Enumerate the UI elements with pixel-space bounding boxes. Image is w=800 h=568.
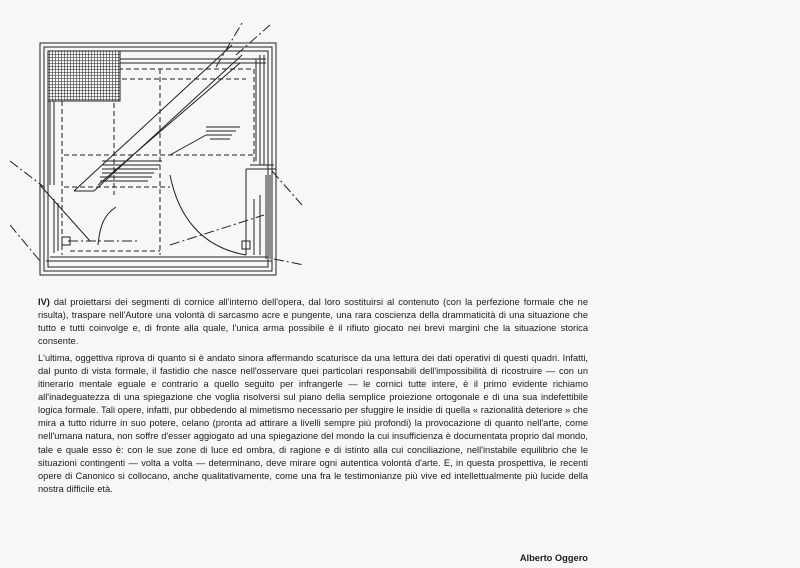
paragraph-iv (38, 296, 588, 348)
paragraph-body: L'ultima, oggettiva riprova di quanto si è andato sinora affermando scaturisce da una lettura dei dati operativi di questi quadri. Infatti, dal punto di vista formale, il fastidio che nasce nell'osservare quei particolari responsabili dell'impossibilità di ricostruire — con un itinerario mentale eguale e contrario a quello seguito per infrangerle — le cornici tutte intere, è il primo evidente richiamo all'inadeguatezza di una spiegazione che voglia risolversi sul piano della semplice proiezione ortogonale e di una sua indefettibile logica formale. Tali opere, infatti, pur obbedendo al mimetismo necessario per sfuggire le insidie di quella « razionalità deteriore » che mira a tutto ridurre in suo potere, celano (pronta ad attirare a livelli sempre più profondi) la provocazione di quanto nell'arte, come nell'umana natura, non soffre d'esser aggiogato ad una spiegazione del mondo la cui insufficienza è documentata proprio dal mondo, tale e quale esso è: con le sue zone di luce ed ombra, di ragione e di istinto alla cui conciliazione, nell'instabile equilibrio che le situazioni contingenti — volta a volta — determinano, deve mirare ogni autentica volontà d'arte. E, in questa prospettiva, le recenti opere di Canonico si collocano, anche qualitativamente, come una fra le testimonianze più vive ed intellettualmente più lucide della nostra difficile età. (38, 353, 588, 494)
paragraph-conclusion (38, 352, 588, 496)
artwork-diagram (10, 15, 310, 283)
author-signature: Alberto Oggero (519, 553, 588, 563)
essay-text (38, 296, 588, 496)
paragraph-body: dal proiettarsi dei segmenti di cornice all'interno dell'opera, dal loro sostituirsi al contenuto (con la perfezione formale che ne risulta), traspare nell'Autore una volontà di sarcasmo acre e pungente, una rara coscienza della drammaticità di una situazione che tutto e tutti coinvolge e, di fronte alla quale, l'unica arma possibile è il rifiuto giocato nei brevi margini che la situazione storica consente. (38, 297, 588, 347)
paragraph-lead: IV) (38, 297, 50, 307)
